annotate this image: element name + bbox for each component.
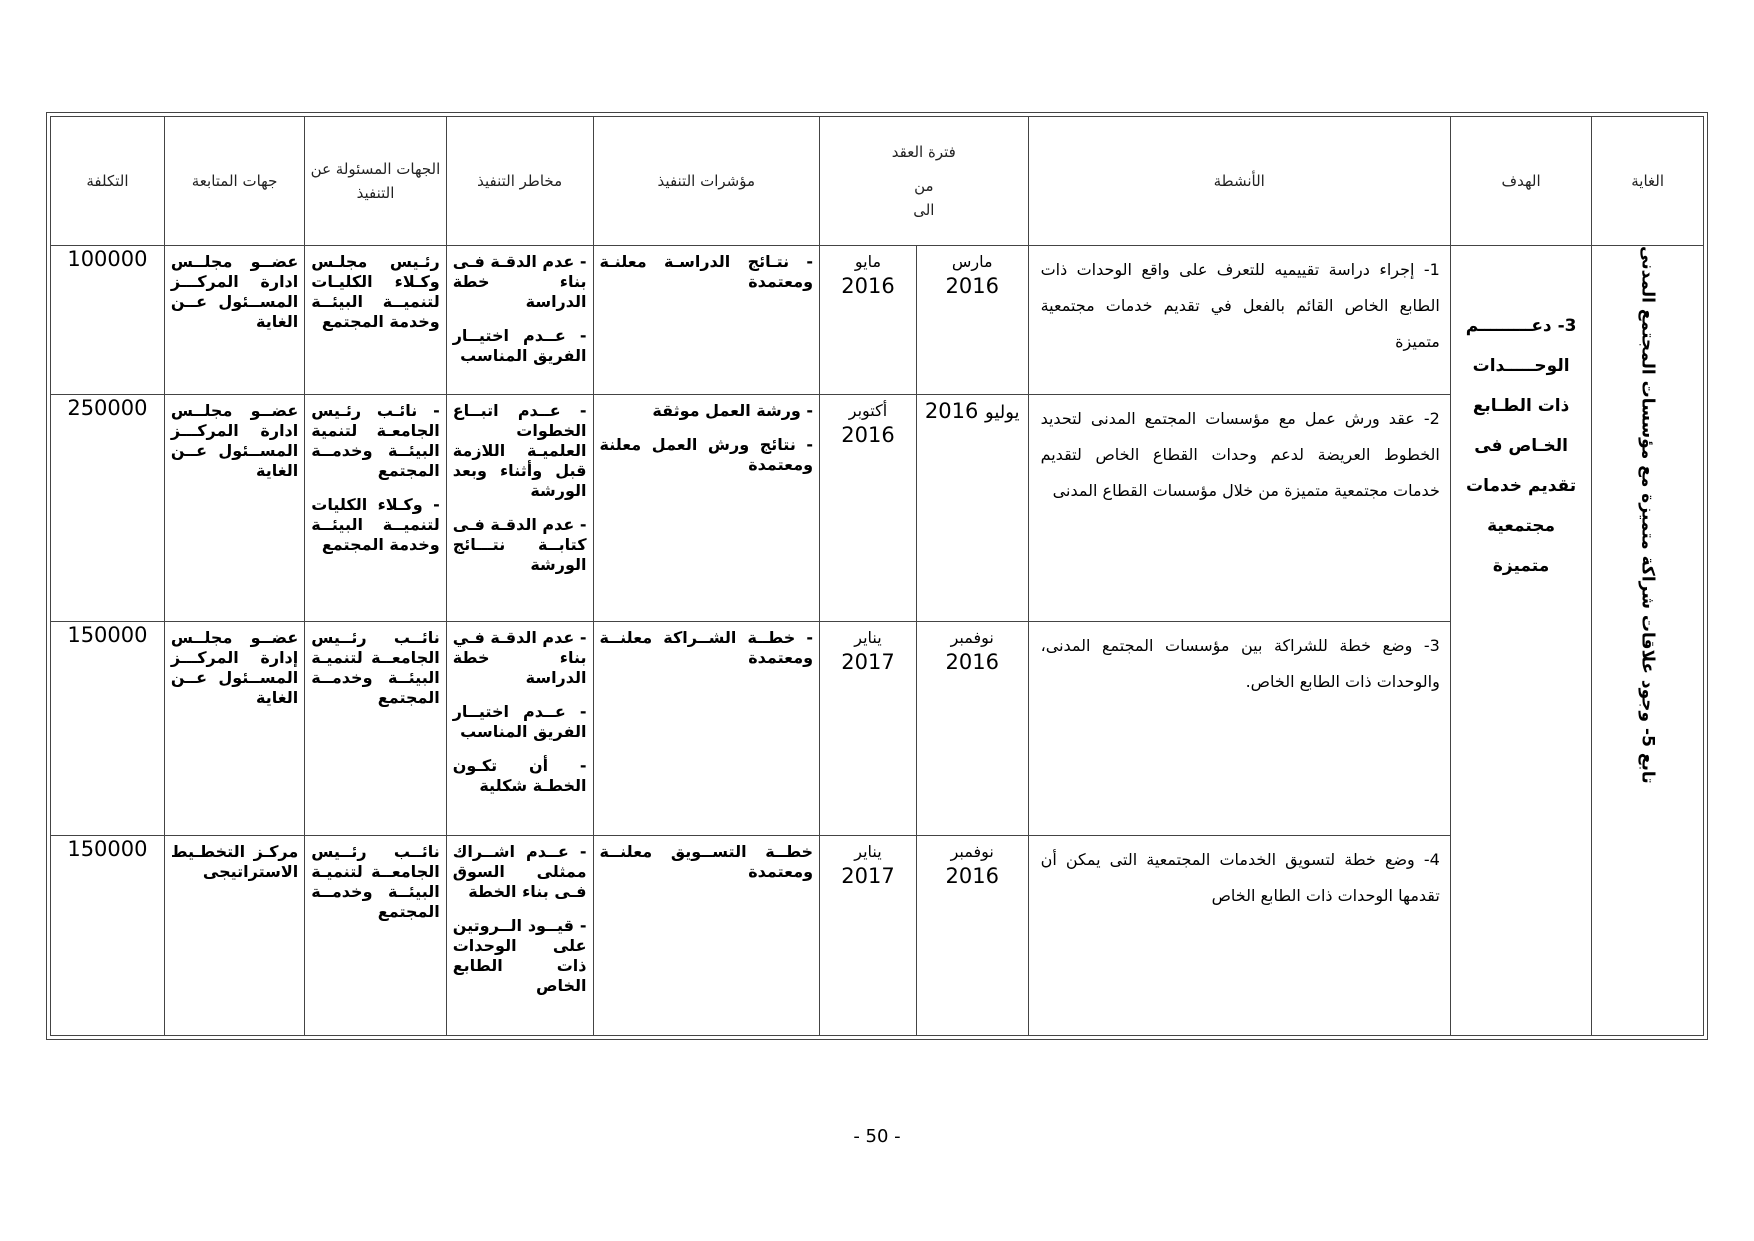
to-month: أكتوبر xyxy=(848,401,888,420)
risk-item: - قيــود الــروتين على الوحدات ذات الطابع الخاص xyxy=(452,916,587,995)
header-row xyxy=(51,117,1704,246)
risk-item: - عدم الدقـة فـى كتابــة نتـــائج الورشة xyxy=(452,515,587,574)
risks-cell xyxy=(446,395,593,622)
followup-item: عضــو مجلــس ادارة المركـــز المســئول عــن الغاية xyxy=(170,252,299,331)
risk-item: - عــدم اختيــار الفريق المناسب xyxy=(452,702,587,741)
risk-item: - عــدم اختيــار الفريق المناسب xyxy=(452,326,587,365)
from-cell xyxy=(916,246,1028,395)
table-row xyxy=(51,246,1704,395)
responsible-item: - نائـب رئـيس الجامعـة لتنمية البيئــة وخدمــة المجتمع xyxy=(311,401,440,480)
responsible-cell xyxy=(305,395,446,622)
responsible-item: - وكـلاء الكليات لتنميــة البيئــة وخدمة المجتمع xyxy=(311,495,440,554)
indicators-cell xyxy=(593,246,820,395)
header-responsible: الجهات المسئولة عن التنفيذ xyxy=(305,117,446,246)
plan-table xyxy=(50,116,1704,1036)
followup-item: عضــو مجلــس ادارة المركـــز المســئول عــن الغاية xyxy=(170,401,299,480)
from-month: يوليو xyxy=(985,402,1020,423)
risk-item: - عدم الدقـة فـي بناء خطة الدراسة xyxy=(452,628,587,687)
to-cell xyxy=(820,395,917,622)
indicators-cell xyxy=(593,622,820,836)
page-number: - 50 - xyxy=(853,1126,901,1147)
followup-item: مركـز التخطـيط الاستراتيجى xyxy=(170,842,299,881)
goal-cell xyxy=(1450,246,1591,1036)
to-month: يناير xyxy=(854,628,882,647)
from-year: 2016 xyxy=(945,864,999,888)
responsible-cell xyxy=(305,246,446,395)
header-indicators: مؤشرات التنفيذ xyxy=(593,117,820,246)
followup-cell xyxy=(164,622,304,836)
risks-cell xyxy=(446,246,593,395)
followup-cell xyxy=(164,836,304,1036)
goal-text: 3- دعـــــــــم الوحـــــدات ذات الطـابع الخـاص فى تقديم خدمات مجتمعية متميزة xyxy=(1465,316,1577,576)
activity-cell: 4- وضع خطة لتسويق الخدمات المجتمعية التى يمكن أن تقدمها الوحدات ذات الطابع الخاص xyxy=(1028,836,1450,1036)
header-period xyxy=(820,117,1029,246)
header-to: الى xyxy=(913,201,935,219)
risk-item: - عدم الدقـة فـى بناء خطة الدراسة xyxy=(452,252,587,311)
from-cell xyxy=(916,622,1028,836)
from-month: مارس xyxy=(951,252,993,271)
cost-cell: 250000 xyxy=(51,395,165,622)
to-cell xyxy=(820,246,917,395)
indicator-item: - نتـائج الدراسـة معلنـة ومعتمدة xyxy=(599,252,814,291)
risk-item: - عــدم اتبــاع الخطوات العلميـة اللازمة قبل وأثناء وبعد الورشة xyxy=(452,401,587,500)
to-month: يناير xyxy=(854,842,882,861)
from-month: نوفمبر xyxy=(950,842,994,861)
indicator-item: - ورشة العمل موثقة xyxy=(652,401,814,420)
risk-item: - أن تكـون الخطـة شكلية xyxy=(452,756,587,795)
to-year: 2017 xyxy=(841,864,895,888)
header-cost: التكلفة xyxy=(51,117,165,246)
indicators-cell xyxy=(593,395,820,622)
to-year: 2017 xyxy=(841,650,895,674)
header-followup: جهات المتابعة xyxy=(164,117,304,246)
cost-cell: 150000 xyxy=(51,622,165,836)
from-month: نوفمبر xyxy=(950,628,994,647)
indicator-item: - نتائج ورش العمل معلنة ومعتمدة xyxy=(599,435,814,474)
followup-item: عضــو مجلــس إدارة المركـــز المســئول عــن الغاية xyxy=(170,628,299,707)
to-year: 2016 xyxy=(841,274,895,298)
activity-cell: 1- إجراء دراسة تقييميه للتعرف على واقع الوحدات ذات الطابع الخاص القائم بالفعل في تقديم خدمات مجتمعية متميزة xyxy=(1028,246,1450,395)
indicator-item: خطــة التســويق معلنــة ومعتمدة xyxy=(599,842,814,881)
indicator-item: - خطــة الشــراكة معلنــة ومعتمدة xyxy=(599,628,814,667)
header-period-title: فترة العقد xyxy=(891,143,956,161)
to-cell xyxy=(820,622,917,836)
cost-cell: 100000 xyxy=(51,246,165,395)
from-year: 2016 xyxy=(945,650,999,674)
risks-cell xyxy=(446,836,593,1036)
from-year: 2016 xyxy=(945,274,999,298)
aim-text: تابع 5- وجود علاقات شراكة متميزة مع مؤسسات المجتمع المدنى xyxy=(1637,246,1658,784)
indicators-cell xyxy=(593,836,820,1036)
activity-cell: 3- وضع خطة للشراكة بين مؤسسات المجتمع المدنى، والوحدات ذات الطابع الخاص. xyxy=(1028,622,1450,836)
responsible-item: رئـيس مجلـس وكـلاء الكليـات لتنميــة البيئــة وخدمة المجتمع xyxy=(311,252,440,331)
responsible-item: نائــب رئــيس الجامعــة لتنميـة البيئــة وخدمــة المجتمع xyxy=(311,628,440,707)
to-cell xyxy=(820,836,917,1036)
responsible-cell xyxy=(305,622,446,836)
responsible-item: نائــب رئــيس الجامعــة لتنميـة البيئــة وخدمــة المجتمع xyxy=(311,842,440,921)
from-cell xyxy=(916,836,1028,1036)
from-year xyxy=(925,399,1020,423)
to-month: مايو xyxy=(854,252,882,271)
header-risks: مخاطر التنفيذ xyxy=(446,117,593,246)
to-year: 2016 xyxy=(841,423,895,447)
header-goal: الهدف xyxy=(1450,117,1591,246)
responsible-cell xyxy=(305,836,446,1036)
risks-cell xyxy=(446,622,593,836)
cost-cell: 150000 xyxy=(51,836,165,1036)
activity-cell: 2- عقد ورش عمل مع مؤسسات المجتمع المدنى لتحديد الخطوط العريضة لدعم وحدات القطاع الخاص لتقديم خدمات مجتمعية متميزة من خلال مؤسسات القطاع المدنى xyxy=(1028,395,1450,622)
followup-cell xyxy=(164,246,304,395)
followup-cell xyxy=(164,395,304,622)
risk-item: - عــدم اشــراك ممثلى السوق فـى بناء الخطة xyxy=(452,842,587,901)
header-aim: الغاية xyxy=(1592,117,1704,246)
aim-cell xyxy=(1592,246,1704,1036)
from-year-value: 2016 xyxy=(924,399,979,423)
header-from: من xyxy=(914,177,934,195)
header-activities: الأنشطة xyxy=(1028,117,1450,246)
from-cell xyxy=(916,395,1028,622)
